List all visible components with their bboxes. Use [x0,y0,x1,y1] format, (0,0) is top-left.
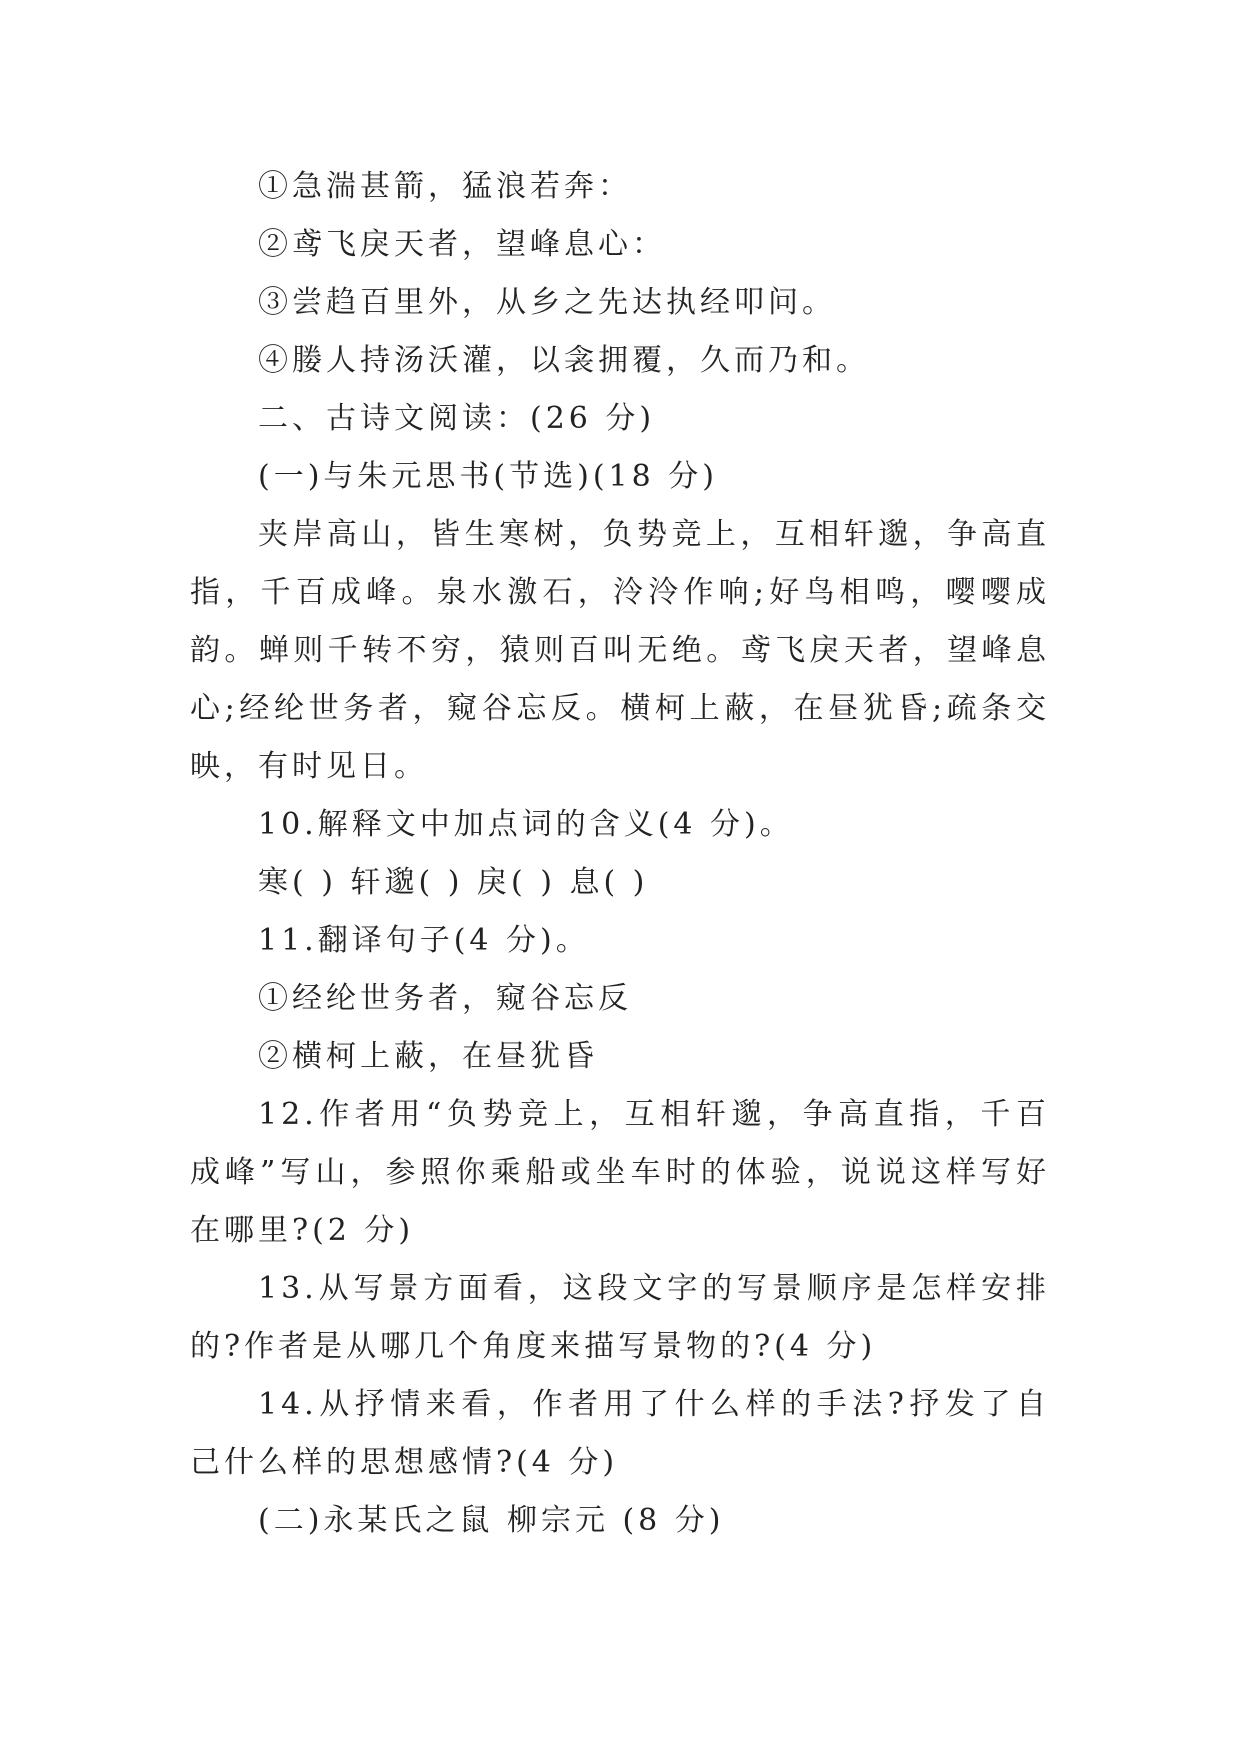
question-11-item-1: ①经纶世务者，窥谷忘反 [258,981,632,1016]
document-page [190,158,1050,1550]
question-14: 14.从抒情来看，作者用了什么样的手法?抒发了自己什么样的思想感情?(4 分) [190,1387,1050,1480]
subsection-heading-2: (二)永某氏之鼠 柳宗元 (8 分) [258,1503,725,1538]
question-10: 10.解释文中加点词的含义(4 分)。 [258,807,794,842]
question-12: 12.作者用“负势竞上，互相轩邈，争高直指，千百成峰”写山，参照你乘船或坐车时的体验，说说这样写好在哪里?(2 分) [190,1097,1050,1248]
sentence-item-3: ③尝趋百里外，从乡之先达执经叩问。 [258,285,836,320]
passage-paragraph: 夹岸高山，皆生寒树，负势竞上，互相轩邈，争高直指，千百成峰。泉水激石，泠泠作响;好鸟相鸣，嘤嘤成韵。蝉则千转不穷，猿则百叫无绝。鸢飞戾天者，望峰息心;经纶世务者，窥谷忘反。横柯上蔽，在昼犹昏;疏条交映，有时见日。 [190,517,1050,784]
subsection-heading: (一)与朱元思书(节选)(18 分) [258,459,718,494]
question-11-item-2: ②横柯上蔽，在昼犹昏 [258,1039,598,1074]
section-heading: 二、古诗文阅读：(26 分) [258,401,656,436]
sentence-item-4: ④媵人持汤沃灌，以衾拥覆，久而乃和。 [258,343,870,378]
question-13: 13.从写景方面看，这段文字的写景顺序是怎样安排的?作者是从哪几个角度来描写景物的?(4 分) [190,1271,1050,1364]
sentence-item-2: ②鸢飞戾天者，望峰息心： [258,227,666,262]
question-10-blanks: 寒( ) 轩邈( ) 戾( ) 息( ) [258,865,649,900]
sentence-item-1: ①急湍甚箭，猛浪若奔： [258,169,632,204]
question-11: 11.翻译句子(4 分)。 [258,923,590,958]
